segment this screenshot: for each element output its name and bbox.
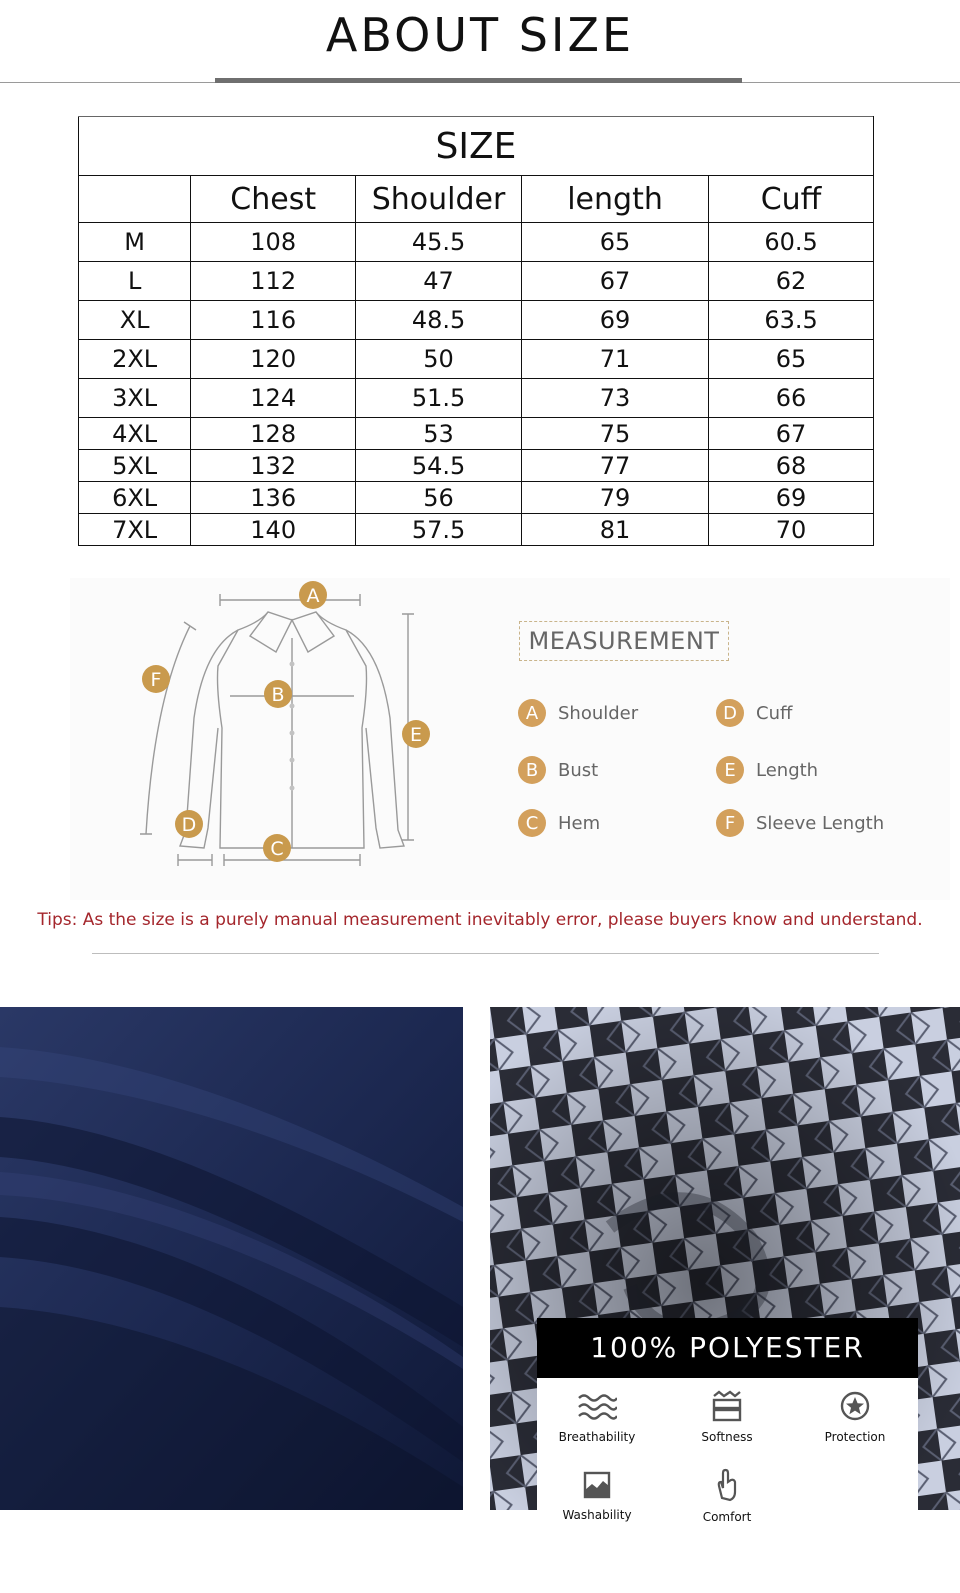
table-cell: 67 — [521, 262, 708, 301]
label-e — [402, 720, 430, 748]
legend-letter: E — [716, 756, 744, 784]
table-row — [79, 482, 874, 514]
table-cell: 73 — [521, 379, 708, 418]
table-cell: 108 — [191, 223, 356, 262]
table-cell: 132 — [191, 450, 356, 482]
feature-breathability — [537, 1392, 657, 1444]
table-cell: XL — [79, 301, 191, 340]
table-cell: 68 — [709, 450, 874, 482]
table-cell: L — [79, 262, 191, 301]
table-cell: 47 — [356, 262, 522, 301]
svg-text:C: C — [270, 838, 284, 860]
table-caption: SIZE — [79, 117, 874, 176]
table-row — [79, 301, 874, 340]
label-d — [175, 810, 203, 838]
legend-letter: A — [518, 699, 546, 727]
table-cell: 62 — [709, 262, 874, 301]
svg-text:D: D — [181, 814, 197, 836]
legend-label: Cuff — [756, 702, 793, 724]
table-row — [79, 450, 874, 482]
label-b — [264, 680, 292, 708]
table-cell: 54.5 — [356, 450, 522, 482]
legend-shoulder — [518, 699, 638, 727]
svg-text:A: A — [306, 585, 320, 607]
shield-star-icon — [839, 1390, 871, 1422]
feature-protection — [795, 1390, 915, 1444]
table-row — [79, 340, 874, 379]
table-cell: M — [79, 223, 191, 262]
table-cell: 50 — [356, 340, 522, 379]
label-f — [142, 665, 170, 693]
tips-text: Tips: As the size is a purely manual measurement inevitably error, please buyers know and understand. — [37, 910, 923, 930]
feature-comfort — [667, 1468, 787, 1524]
legend-letter: F — [716, 809, 744, 837]
table-cell: 53 — [356, 418, 522, 450]
svg-text:B: B — [271, 684, 285, 706]
feature-label: Breathability — [558, 1430, 636, 1444]
legend-sleeve-length — [716, 809, 884, 837]
legend-letter: B — [518, 756, 546, 784]
table-caption-row — [79, 117, 874, 176]
legend-letter: D — [716, 699, 744, 727]
table-cell: 63.5 — [709, 301, 874, 340]
tips-divider — [92, 953, 879, 954]
table-cell: 124 — [191, 379, 356, 418]
header-underline — [215, 78, 742, 83]
table-cell: 120 — [191, 340, 356, 379]
table-cell: 128 — [191, 418, 356, 450]
legend-label: Length — [756, 759, 819, 781]
table-cell: 5XL — [79, 450, 191, 482]
table-cell: 45.5 — [356, 223, 522, 262]
shirt-diagram — [120, 578, 460, 878]
table-cell: 2XL — [79, 340, 191, 379]
table-cell: 6XL — [79, 482, 191, 514]
column-header: length — [521, 176, 708, 223]
table-row — [79, 514, 874, 546]
table-cell: 77 — [521, 450, 708, 482]
table-cell: 65 — [521, 223, 708, 262]
column-header: Chest — [191, 176, 356, 223]
table-cell: 66 — [709, 379, 874, 418]
table-header-row — [79, 176, 874, 223]
legend-bust — [518, 756, 598, 784]
waves-icon — [577, 1392, 617, 1422]
table-row — [79, 223, 874, 262]
table-cell: 69 — [521, 301, 708, 340]
feature-softness — [667, 1390, 787, 1444]
table-cell: 67 — [709, 418, 874, 450]
label-a — [299, 581, 327, 609]
table-cell: 51.5 — [356, 379, 522, 418]
table-row — [79, 418, 874, 450]
table-cell: 3XL — [79, 379, 191, 418]
svg-text:F: F — [150, 669, 162, 691]
table-cell: 70 — [709, 514, 874, 546]
table-cell: 81 — [521, 514, 708, 546]
table-cell: 60.5 — [709, 223, 874, 262]
table-cell: 69 — [709, 482, 874, 514]
label-c — [263, 834, 291, 862]
table-cell: 136 — [191, 482, 356, 514]
legend-label: Shoulder — [558, 702, 639, 724]
measurement-title: MEASUREMENT — [519, 621, 729, 661]
navy-fabric-photo — [0, 1007, 463, 1510]
page-title: ABOUT SIZE — [325, 8, 635, 62]
feature-label: Softness — [701, 1430, 753, 1444]
feature-washability — [537, 1470, 657, 1522]
table-row — [79, 262, 874, 301]
legend-label: Hem — [558, 812, 601, 834]
table-cell: 112 — [191, 262, 356, 301]
softness-icon — [711, 1390, 743, 1422]
feature-label: Protection — [824, 1430, 886, 1444]
legend-length — [716, 756, 818, 784]
legend-label: Sleeve Length — [756, 812, 885, 834]
table-cell: 57.5 — [356, 514, 522, 546]
table-cell: 79 — [521, 482, 708, 514]
column-header: Shoulder — [356, 176, 522, 223]
legend-label: Bust — [558, 759, 599, 781]
table-cell: 75 — [521, 418, 708, 450]
table-cell: 116 — [191, 301, 356, 340]
table-cell: 4XL — [79, 418, 191, 450]
table-row — [79, 379, 874, 418]
fabric-title: 100% POLYESTER — [537, 1318, 918, 1378]
fabric-features-panel — [537, 1378, 918, 1593]
column-header — [79, 176, 191, 223]
feature-label: Washability — [562, 1508, 632, 1522]
table-cell: 140 — [191, 514, 356, 546]
column-header: Cuff — [709, 176, 874, 223]
legend-letter: C — [518, 809, 546, 837]
legend-hem — [518, 809, 600, 837]
table-cell: 48.5 — [356, 301, 522, 340]
hand-icon — [714, 1468, 740, 1502]
feature-label: Comfort — [702, 1510, 752, 1524]
table-cell: 65 — [709, 340, 874, 379]
legend-cuff — [716, 699, 792, 727]
table-cell: 7XL — [79, 514, 191, 546]
table-cell: 71 — [521, 340, 708, 379]
table-cell: 56 — [356, 482, 522, 514]
wash-icon — [582, 1470, 612, 1500]
size-table — [78, 116, 874, 546]
svg-text:E: E — [409, 724, 423, 746]
